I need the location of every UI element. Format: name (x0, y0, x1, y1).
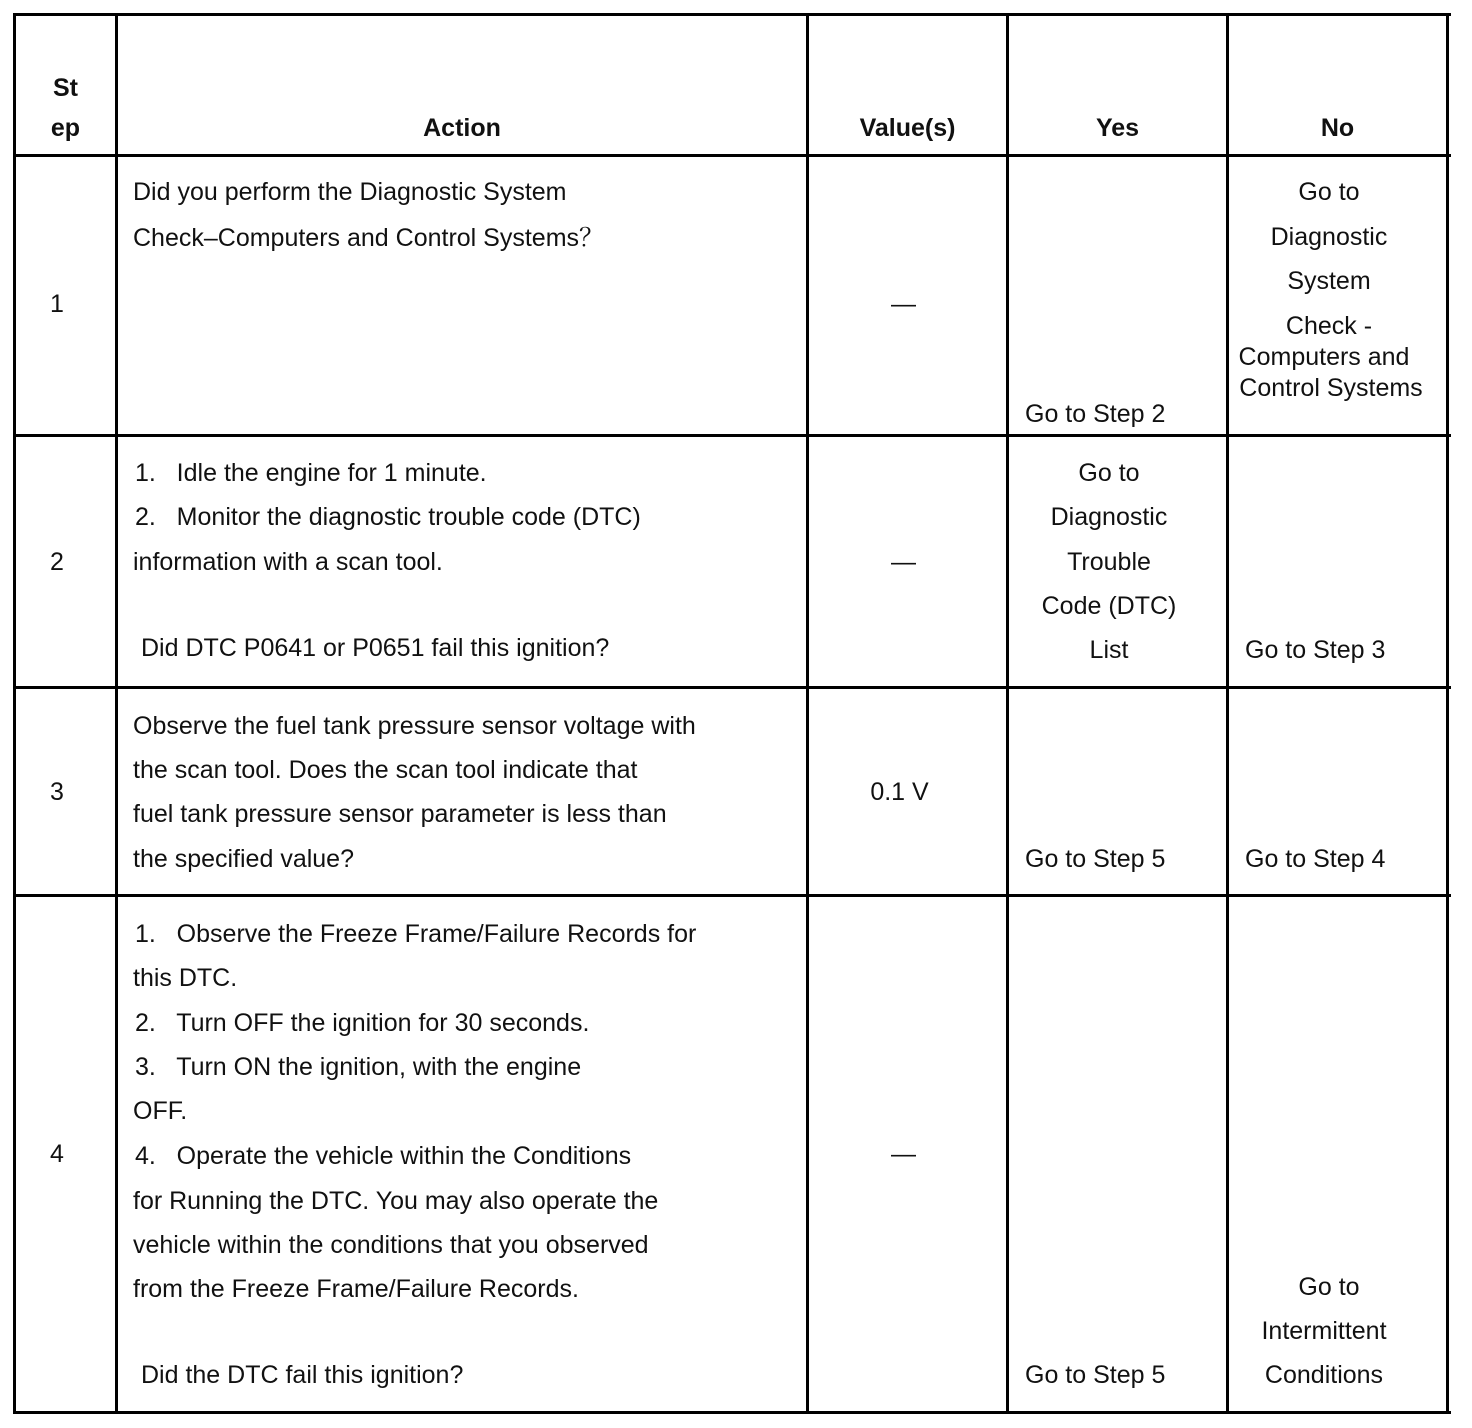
header-action: Action (423, 114, 501, 142)
step-number: 4 (50, 1140, 64, 1168)
table-border-top (13, 13, 1451, 16)
action-line: the specified value? (133, 845, 354, 873)
yes-line: Trouble (1067, 548, 1151, 576)
action-line: Did you perform the Diagnostic System (133, 178, 567, 206)
no-line: Check - (1285, 312, 1373, 340)
no-line: Go to Step 4 (1245, 845, 1386, 873)
no-line: Conditions (1264, 1361, 1384, 1389)
header-step-part1: St (53, 74, 78, 102)
action-line: Check–Computers and Control Systems？ (133, 224, 605, 252)
header-values: Value(s) (859, 114, 956, 142)
action-line: OFF. (133, 1097, 188, 1125)
yes-line: Code (DTC) (1041, 592, 1177, 620)
row-divider (13, 894, 1451, 897)
no-line: Diagnostic (1270, 223, 1388, 251)
action-line: information with a scan tool. (133, 548, 443, 576)
action-line: 2. Monitor the diagnostic trouble code (DTC) (135, 503, 641, 531)
no-line: Go to (1298, 1273, 1360, 1301)
action-line: 1. Idle the engine for 1 minute. (135, 459, 487, 487)
header-yes: Yes (1095, 114, 1140, 142)
yes-line: Go to (1078, 459, 1140, 487)
action-line: Observe the fuel tank pressure sensor voltage with (133, 712, 696, 740)
action-line: for Running the DTC. You may also operate the (133, 1187, 659, 1215)
yes-line: Go to Step 2 (1025, 400, 1166, 428)
yes-line: List (1089, 636, 1129, 664)
value-cell: — (891, 548, 916, 576)
column-divider (115, 13, 118, 1414)
no-line: Intermittent (1261, 1317, 1387, 1345)
action-line: vehicle within the conditions that you observed (133, 1231, 649, 1259)
header-step-part2: ep (50, 114, 81, 142)
header-divider (13, 154, 1451, 157)
value-cell: — (891, 290, 916, 318)
action-line: 3. Turn ON the ignition, with the engine (135, 1053, 582, 1081)
column-divider (806, 13, 809, 1414)
action-line: fuel tank pressure sensor parameter is less than (133, 800, 667, 828)
yes-line: Go to Step 5 (1025, 1361, 1166, 1389)
table-border-left (13, 13, 16, 1414)
value-cell: — (891, 1140, 916, 1168)
no-line: System (1287, 267, 1371, 295)
no-line: Go to (1298, 178, 1360, 206)
row-divider (13, 434, 1451, 437)
table-border-bottom (13, 1411, 1451, 1414)
action-line: 1. Observe the Freeze Frame/Failure Records for (135, 920, 697, 948)
column-divider (1006, 13, 1009, 1414)
action-line: 2. Turn OFF the ignition for 30 seconds. (135, 1009, 590, 1037)
action-line: 4. Operate the vehicle within the Conditions (135, 1142, 632, 1170)
step-number: 1 (50, 290, 64, 318)
table-border-right (1446, 13, 1449, 1414)
action-line: this DTC. (133, 964, 238, 992)
step-number: 3 (50, 778, 64, 806)
no-line: Computers and (1238, 343, 1410, 371)
action-line: Did the DTC fail this ignition? (141, 1361, 464, 1389)
no-line: Control Systems (1239, 374, 1423, 402)
action-line: the scan tool. Does the scan tool indicate that (133, 756, 638, 784)
yes-line: Go to Step 5 (1025, 845, 1166, 873)
action-line: Did DTC P0641 or P0651 fail this ignition? (141, 634, 610, 662)
step-number: 2 (50, 548, 64, 576)
value-cell: 0.1 V (870, 778, 929, 806)
action-line: from the Freeze Frame/Failure Records. (133, 1275, 579, 1303)
row-divider (13, 686, 1451, 689)
no-line: Go to Step 3 (1245, 636, 1386, 664)
yes-line: Diagnostic (1050, 503, 1168, 531)
header-no: No (1320, 114, 1355, 142)
